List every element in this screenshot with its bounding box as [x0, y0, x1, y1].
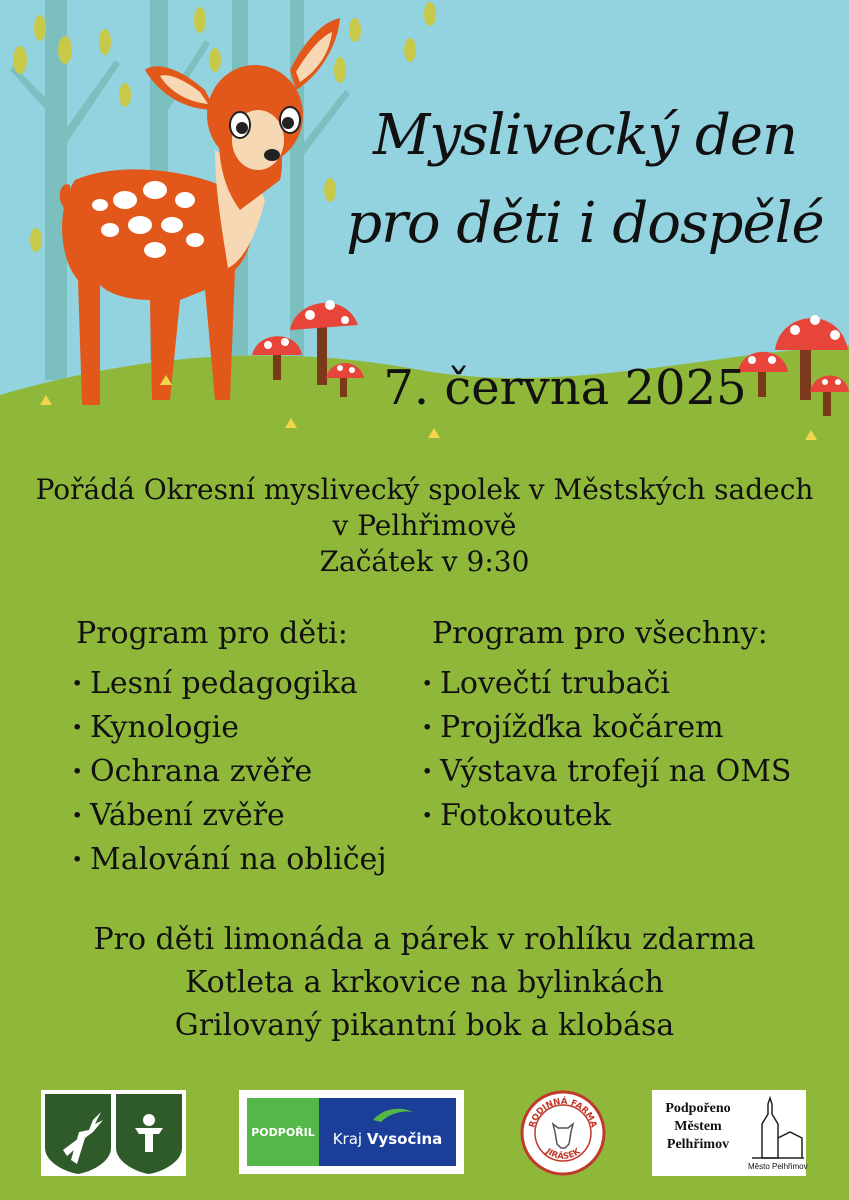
list-item: · Projížďka kočárem [422, 706, 791, 750]
farm-name-bottom: JIRÁSEK [543, 1146, 583, 1162]
city-support-text [658, 1100, 738, 1154]
organizer-info [0, 472, 849, 580]
list-item: · Fotokoutek [422, 794, 791, 838]
program-kids-list [72, 662, 387, 882]
organizer-line-2: v Pelhřimově [332, 509, 517, 542]
deer-head-icon [45, 1094, 111, 1174]
farm-logo [520, 1090, 606, 1176]
city-small-caption: Město Pelhřimov [748, 1162, 808, 1171]
kraj-vysocina-logo [239, 1090, 464, 1174]
food-info [0, 918, 849, 1047]
kraj-supported-label: PODPOŘIL [247, 1098, 319, 1166]
vysocina-word: Vysočina [366, 1130, 443, 1148]
poster-title [330, 92, 840, 268]
city-line-2: Městem [674, 1119, 722, 1134]
title-line-1: Myslivecký den [372, 103, 798, 168]
organizer-line-1: Pořádá Okresní myslivecký spolek v Městských sadech [35, 473, 814, 506]
title-line-2: pro děti i dospělé [346, 191, 824, 256]
food-line-1: Pro děti limonáda a párek v rohlíku zdarma [93, 922, 756, 957]
list-item: · Ochrana zvěře [72, 750, 387, 794]
program-all [422, 612, 791, 838]
program-all-list [422, 662, 791, 838]
kraj-name [319, 1098, 456, 1166]
food-line-2: Kotleta a krkovice na bylinkách [185, 965, 664, 1000]
list-item: · Kynologie [72, 706, 387, 750]
list-item: · Vábení zvěře [72, 794, 387, 838]
church-tower-icon [748, 1094, 804, 1160]
program-all-heading: Program pro všechny: [432, 616, 768, 651]
list-item: · Malování na obličej [72, 838, 387, 882]
city-line-1: Podpořeno [665, 1101, 731, 1116]
event-date: 7. června 2025 [383, 360, 747, 416]
city-line-3: Pelhřimov [666, 1137, 730, 1152]
program-kids [72, 612, 387, 882]
tree-person-icon [116, 1094, 182, 1174]
food-line-3: Grilovaný pikantní bok a klobása [174, 1008, 675, 1043]
hunting-association-logo [41, 1090, 186, 1176]
kraj-swoosh-icon [371, 1106, 415, 1124]
program-kids-heading: Program pro děti: [76, 616, 348, 651]
start-time: Začátek v 9:30 [319, 545, 530, 578]
farm-name-top: RODINNÁ FARMA [527, 1096, 599, 1129]
list-item: · Lesní pedagogika [72, 662, 387, 706]
city-pelhrimov-logo [652, 1090, 806, 1176]
list-item: · Výstava trofejí na OMS [422, 750, 791, 794]
list-item: · Lovečtí trubači [422, 662, 791, 706]
kraj-word: Kraj [332, 1130, 367, 1148]
